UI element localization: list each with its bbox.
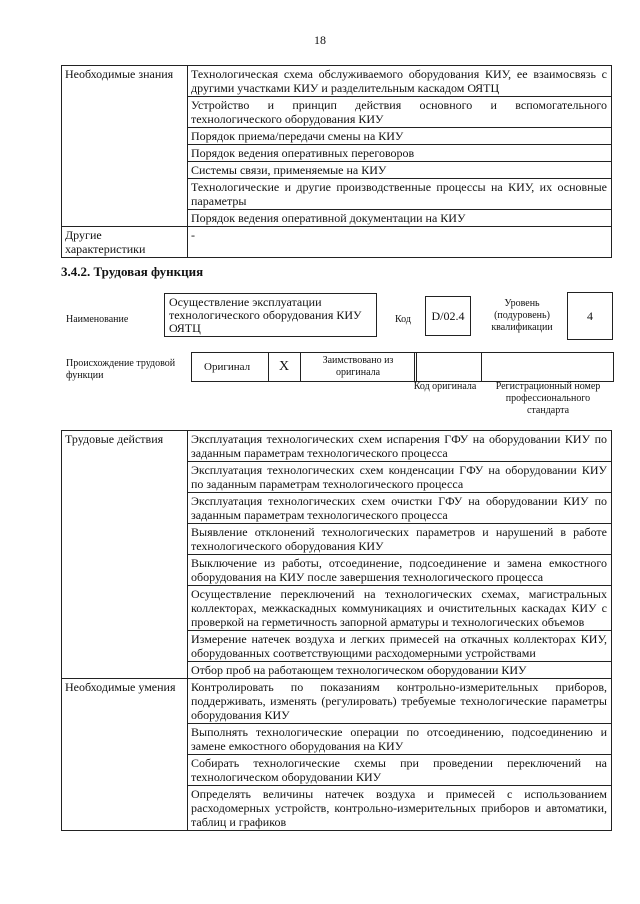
divider	[300, 353, 301, 381]
table-cell: Осуществление переключений на технологических схемах, магистральных коллекторах, межкаскадных коммуникациях и очистительных каскадах КИУ с проверкой на герметичность запорной арматуры и технологических объемов	[188, 586, 612, 631]
table-row	[62, 431, 612, 462]
code-original-label: Код оригинала	[413, 381, 477, 392]
code-label: Код	[395, 314, 411, 325]
table-cell: Измерение натечек воздуха и легких примесей на откачных коллекторах КИУ, оборудованных соответствующими расходомерными устройствами	[188, 631, 612, 662]
divider	[268, 353, 269, 381]
row-label: Другие характеристики	[62, 227, 188, 258]
original-label: Оригинал	[204, 361, 251, 373]
table-cell: Отбор проб на работающем технологическом оборудовании КИУ	[188, 662, 612, 679]
divider	[481, 353, 482, 381]
section-heading: 3.4.2. Трудовая функция	[61, 264, 204, 279]
table-cell: Эксплуатация технологических схем испарения ГФУ на оборудовании КИУ по заданным параметрам технологического процесса	[188, 431, 612, 462]
row-label: Необходимые знания	[62, 66, 188, 227]
borrowed-label: Заимствовано из оригинала	[322, 355, 394, 378]
origin-codes-box	[414, 352, 614, 382]
name-label: Наименование	[66, 314, 129, 325]
row-label: Необходимые умения	[62, 679, 188, 831]
level-value-box: 4	[567, 292, 613, 340]
function-code-box: D/02.4	[425, 296, 471, 336]
table-cell: Эксплуатация технологических схем очистки ГФУ на оборудовании КИУ по заданным параметрам технологического процесса	[188, 493, 612, 524]
table-cell: Выключение из работы, отсоединение, подсоединение и замена емкостного оборудования на КИУ после завершения технологического процесса	[188, 555, 612, 586]
table-cell: Выявление отклонений технологических параметров и нарушений в работе технологического оборудования КИУ	[188, 524, 612, 555]
knowledge-table	[61, 65, 612, 258]
function-name-box: Осуществление эксплуатации технологического оборудования КИУ ОЯТЦ	[164, 293, 377, 337]
table-cell: Системы связи, применяемые на КИУ	[188, 162, 612, 179]
origin-label: Происхождение трудовой функции	[66, 358, 176, 381]
table-cell: Порядок ведения оперативной документации на КИУ	[188, 210, 612, 227]
table-cell: Собирать технологические схемы при проведении переключений на технологическом оборудовании КИУ	[188, 755, 612, 786]
table-row	[62, 679, 612, 724]
level-label: Уровень (подуровень) квалификации	[491, 298, 553, 333]
page-number: 18	[314, 33, 326, 47]
table-cell: Технологическая схема обслуживаемого оборудования КИУ, ее взаимосвязь с другими участками КИУ и разделительным каскадом ОЯТЦ	[188, 66, 612, 97]
table-cell: Порядок ведения оперативных переговоров	[188, 145, 612, 162]
table-row	[62, 227, 612, 258]
actions-table	[61, 430, 612, 831]
table-cell: -	[188, 227, 612, 258]
table-cell: Устройство и принцип действия основного и вспомогательного технологического оборудования КИУ	[188, 97, 612, 128]
table-row	[62, 66, 612, 97]
reg-number-label: Регистрационный номер профессионального стандарта	[495, 381, 601, 416]
table-cell: Выполнять технологические операции по отсоединению, подсоединению и замене емкостного оборудования на КИУ	[188, 724, 612, 755]
original-mark: X	[278, 359, 290, 374]
table-cell: Определять величины натечек воздуха и примесей с использованием расходомерных устройств, контрольно-измерительных приборов и автоматики, таблиц и графиков	[188, 786, 612, 831]
origin-box	[191, 352, 417, 382]
table-cell: Эксплуатация технологических схем конденсации ГФУ на оборудовании КИУ по заданным параметрам технологического процесса	[188, 462, 612, 493]
table-cell: Контролировать по показаниям контрольно-измерительных приборов, поддерживать, изменять (регулировать) требуемые технологические параметры оборудования КИУ	[188, 679, 612, 724]
table-cell: Технологические и другие производственные процессы на КИУ, их основные параметры	[188, 179, 612, 210]
table-cell: Порядок приема/передачи смены на КИУ	[188, 128, 612, 145]
row-label: Трудовые действия	[62, 431, 188, 679]
